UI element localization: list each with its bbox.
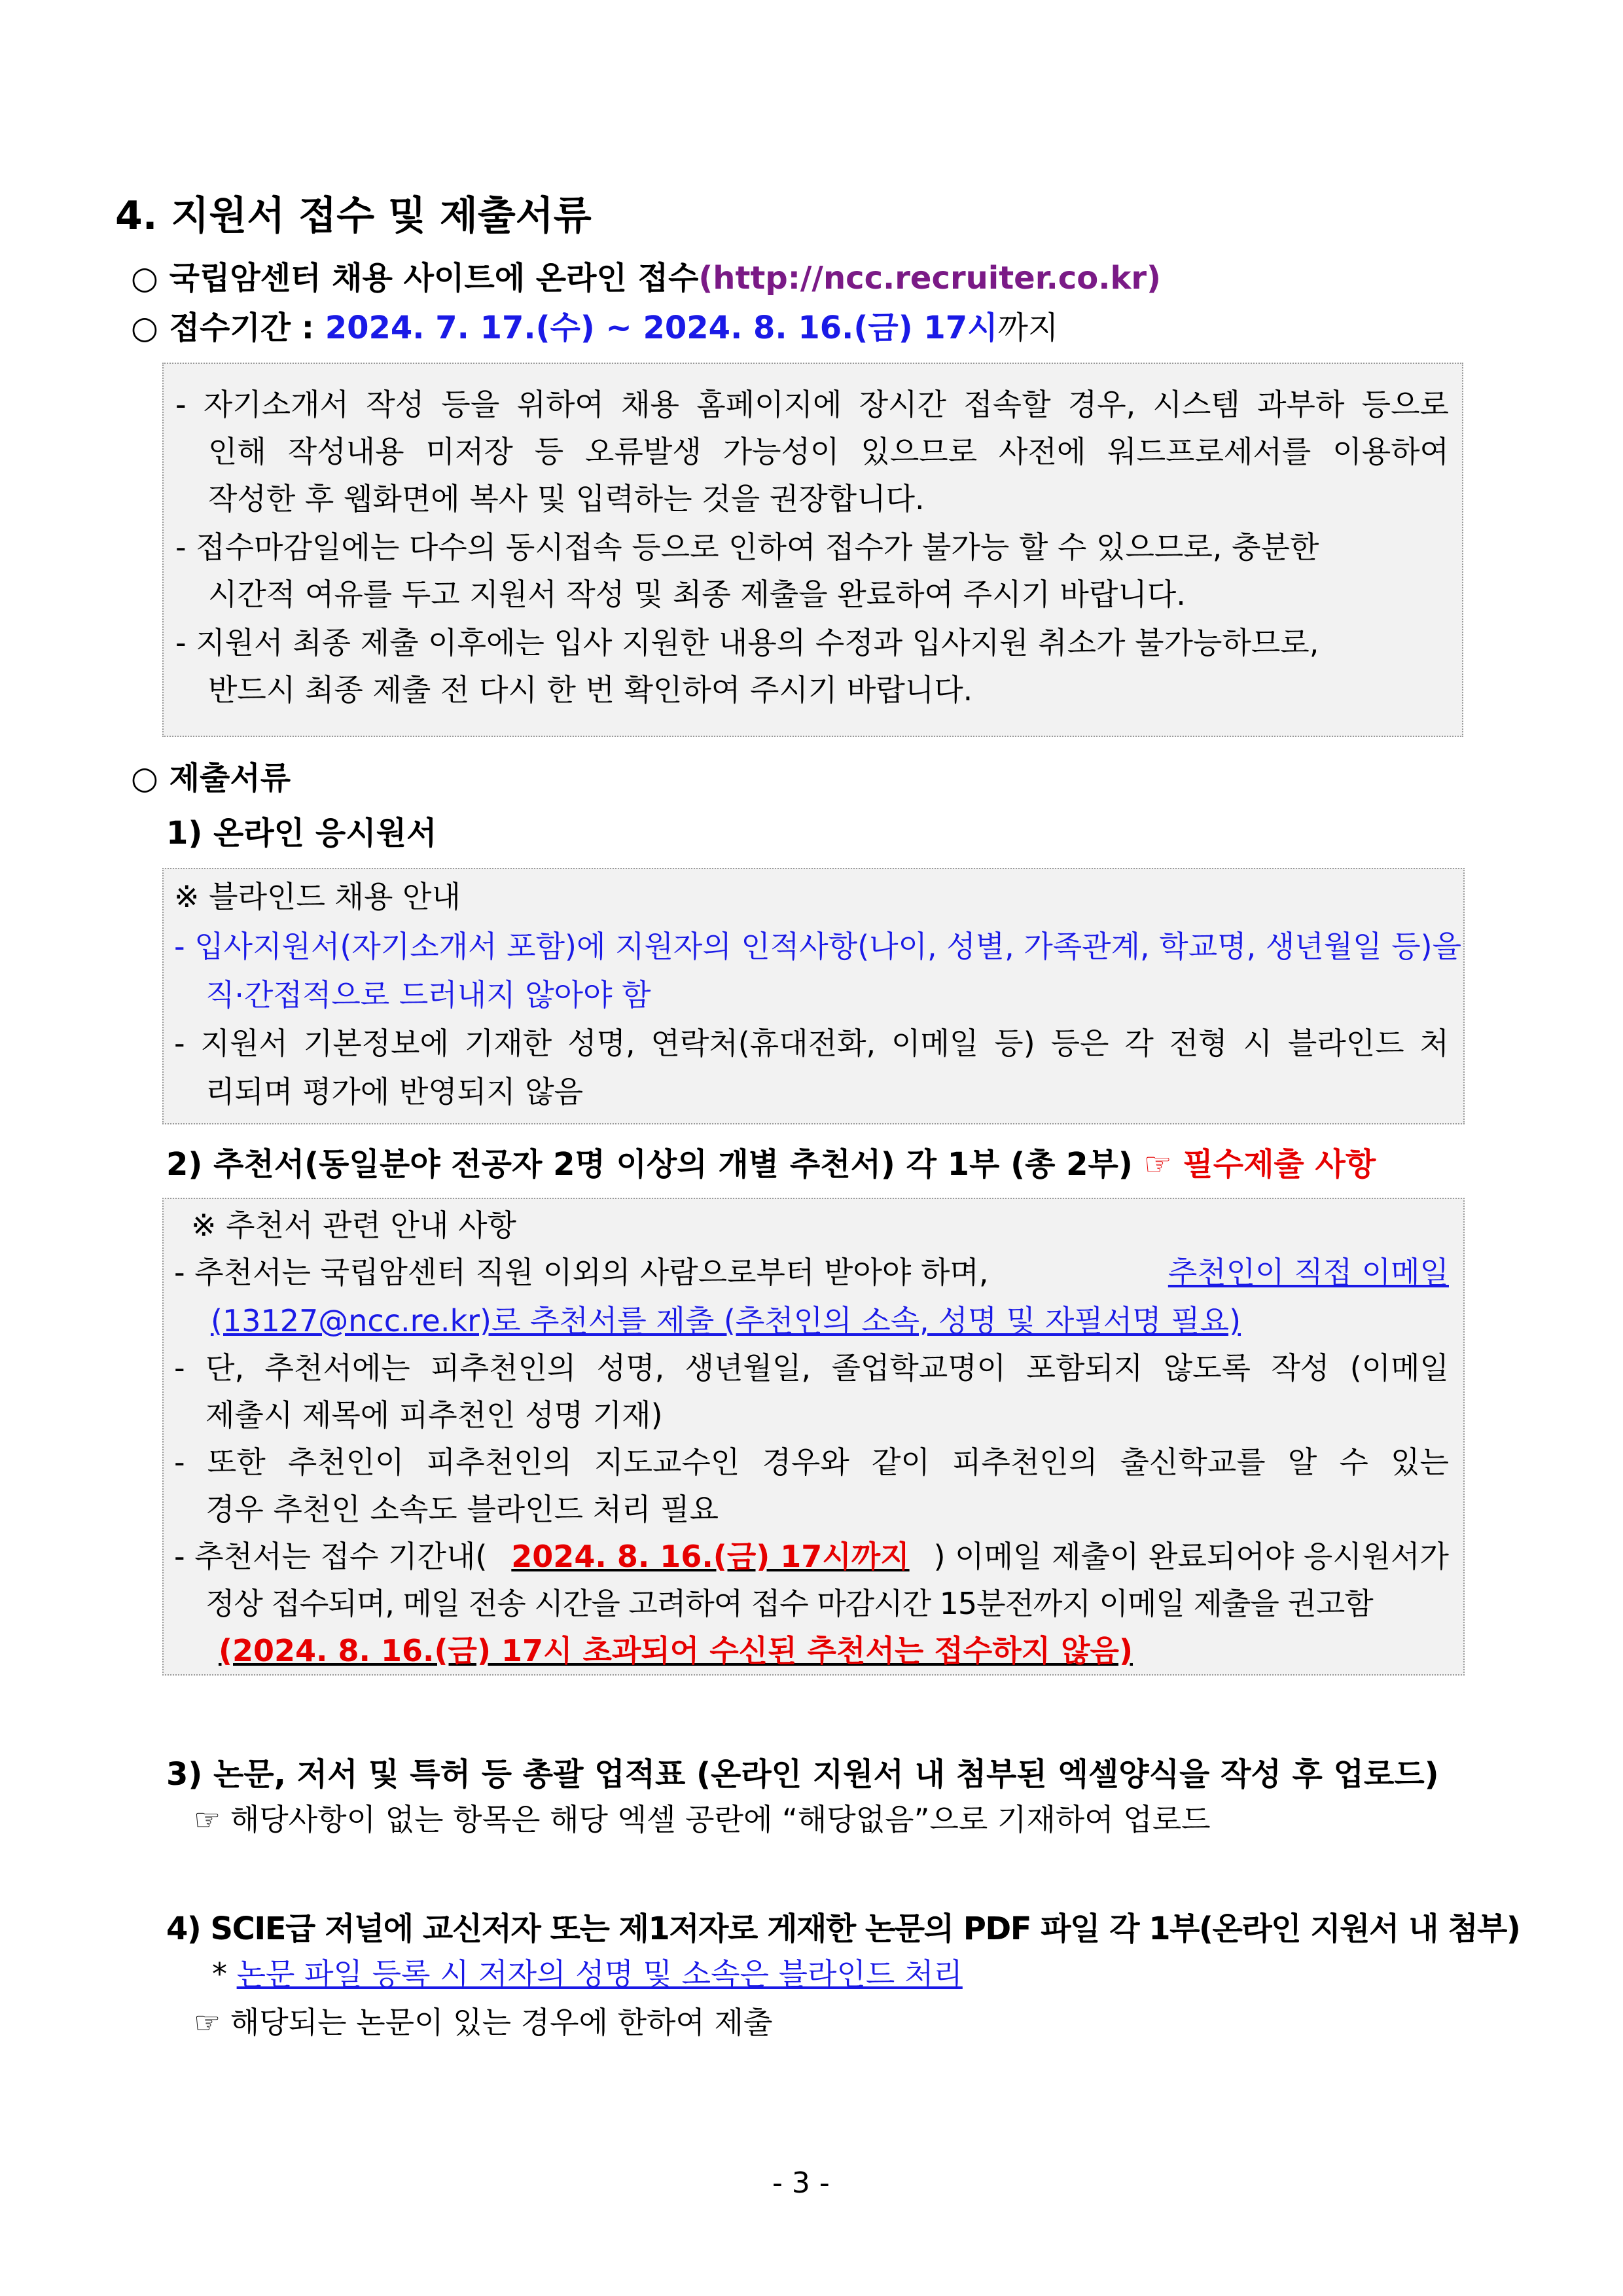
item-3-achievements: 3) 논문, 저서 및 특허 등 총괄 업적표 (온라인 지원서 내 첨부된 엑셀양식을 작성 후 업로드) — [166, 1756, 1439, 1793]
period-label: ○ 접수기간 : — [131, 310, 325, 346]
item-4-blind-note: 논문 파일 등록 시 저자의 성명 및 소속은 블라인드 처리 — [236, 1956, 963, 1992]
item-4-note-2: ☞ 해당되는 논문이 있는 경우에 한하여 제출 — [194, 2005, 773, 2040]
blind-line-3: - 지원서 기본정보에 기재한 성명, 연락처(휴대전화, 이메일 등) 등은 각 전형 시 블라인드 처 — [174, 1026, 1449, 1061]
rec-line-4: 제출시 제목에 피추천인 성명 기재) — [205, 1397, 663, 1433]
online-application-line — [131, 253, 1161, 298]
rec-late-notice: (2024. 8. 16.(금) 17시 초과되어 수신된 추천서는 접수하지 않음) — [219, 1633, 1133, 1668]
notice-line-3: 작성한 후 웹화면에 복사 및 입력하는 것을 권장합니다. — [208, 481, 925, 516]
rec-line-8: 정상 접수되며, 메일 전송 시간을 고려하여 접수 마감시간 15분전까지 이메일 제출을 권고함 — [205, 1586, 1373, 1621]
period-dates: 2024. 7. 17.(수) ~ 2024. 8. 16.(금) 17시 — [325, 310, 998, 346]
rec-line-1-text: - 추천서는 국립암센터 직원 이외의 사람으로부터 받아야 하며, — [174, 1255, 989, 1290]
rec-box-title: ※ 추천서 관련 안내 사항 — [191, 1208, 516, 1243]
item-2-text: 2) 추천서(동일분야 전공자 2명 이상의 개별 추천서) 각 1부 (총 2부) — [166, 1146, 1133, 1183]
rec-line-5: - 또한 추천인이 피추천인의 지도교수인 경우와 같이 피추천인의 출신학교를 알 수 있는 — [174, 1444, 1449, 1480]
notice-line-1: - 자기소개서 작성 등을 위하여 채용 홈페이지에 장시간 접속할 경우, 시스템 과부하 등으로 — [175, 387, 1449, 422]
recruit-site-link[interactable]: (http://ncc.recruiter.co.kr) — [698, 260, 1161, 296]
blind-line-2: 직·간접적으로 드러내지 않아야 함 — [205, 977, 651, 1013]
rec-line-7 — [174, 1533, 1449, 1580]
section-heading: 4. 지원서 접수 및 제출서류 — [115, 193, 592, 239]
asterisk-mark: * — [212, 1956, 227, 1992]
rec-line-6: 경우 추천인 소속도 블라인드 처리 필요 — [205, 1492, 719, 1527]
blind-line-4: 리되며 평가에 반영되지 않음 — [205, 1074, 584, 1109]
period-suffix: 까지 — [997, 310, 1059, 346]
notice-line-6: - 지원서 최종 제출 이후에는 입사 지원한 내용의 수정과 입사지원 취소가 불가능하므로, — [175, 625, 1319, 660]
required-label: 필수제출 사항 — [1183, 1146, 1376, 1183]
item-2-recommendation — [166, 1139, 1376, 1184]
rec-line-7-start: - 추천서는 접수 기간내( — [174, 1539, 488, 1574]
page-number: - 3 - — [772, 2166, 830, 2200]
rec-deadline: 2024. 8. 16.(금) 17시까지 — [511, 1539, 910, 1574]
blind-line-1: - 입사지원서(자기소개서 포함)에 지원자의 인적사항(나이, 성별, 가족관계, 학교명, 생년월일 등)을 — [174, 929, 1462, 964]
documents-heading: ○ 제출서류 — [131, 760, 291, 797]
blind-box-title: ※ 블라인드 채용 안내 — [174, 879, 461, 914]
notice-line-4: - 접수마감일에는 다수의 동시접속 등으로 인하여 접수가 불가능 할 수 있으므로, 충분한 — [175, 529, 1319, 565]
item-4-papers: 4) SCIE급 저널에 교신저자 또는 제1저자로 게재한 논문의 PDF 파일 각 1부(온라인 지원서 내 첨부) — [166, 1910, 1520, 1947]
pointing-hand-icon: ☞ — [1143, 1146, 1172, 1183]
item-4-note-1 — [212, 1950, 963, 1998]
rec-line-3: - 단, 추천서에는 피추천인의 성명, 생년월일, 졸업학교명이 포함되지 않도록 작성 (이메일 — [174, 1350, 1449, 1386]
item-3-note: ☞ 해당사항이 없는 항목은 해당 엑셀 공란에 “해당없음”으로 기재하여 업로드 — [194, 1802, 1211, 1837]
notice-line-5: 시간적 여유를 두고 지원서 작성 및 최종 제출을 완료하여 주시기 바랍니다. — [208, 577, 1186, 612]
rec-line-1 — [174, 1249, 1449, 1296]
online-application-text: ○ 국립암센터 채용 사이트에 온라인 접수 — [131, 260, 699, 296]
notice-line-2: 인해 작성내용 미저장 등 오류발생 가능성이 있으므로 사전에 워드프로세서를 이용하여 — [208, 434, 1449, 469]
notice-line-7: 반드시 최종 제출 전 다시 한 번 확인하여 주시기 바랍니다. — [208, 672, 973, 708]
rec-line-7-end: ) 이메일 제출이 완료되어야 응시원서가 — [933, 1539, 1449, 1574]
item-1-online-form: 1) 온라인 응시원서 — [166, 815, 437, 852]
application-period-line — [131, 302, 1058, 348]
rec-email-address[interactable]: (13127@ncc.re.kr)로 추천서를 제출 (추천인의 소속, 성명 및 자필서명 필요) — [211, 1303, 1241, 1338]
rec-email-instruction: 추천인이 직접 이메일 — [1168, 1255, 1449, 1290]
